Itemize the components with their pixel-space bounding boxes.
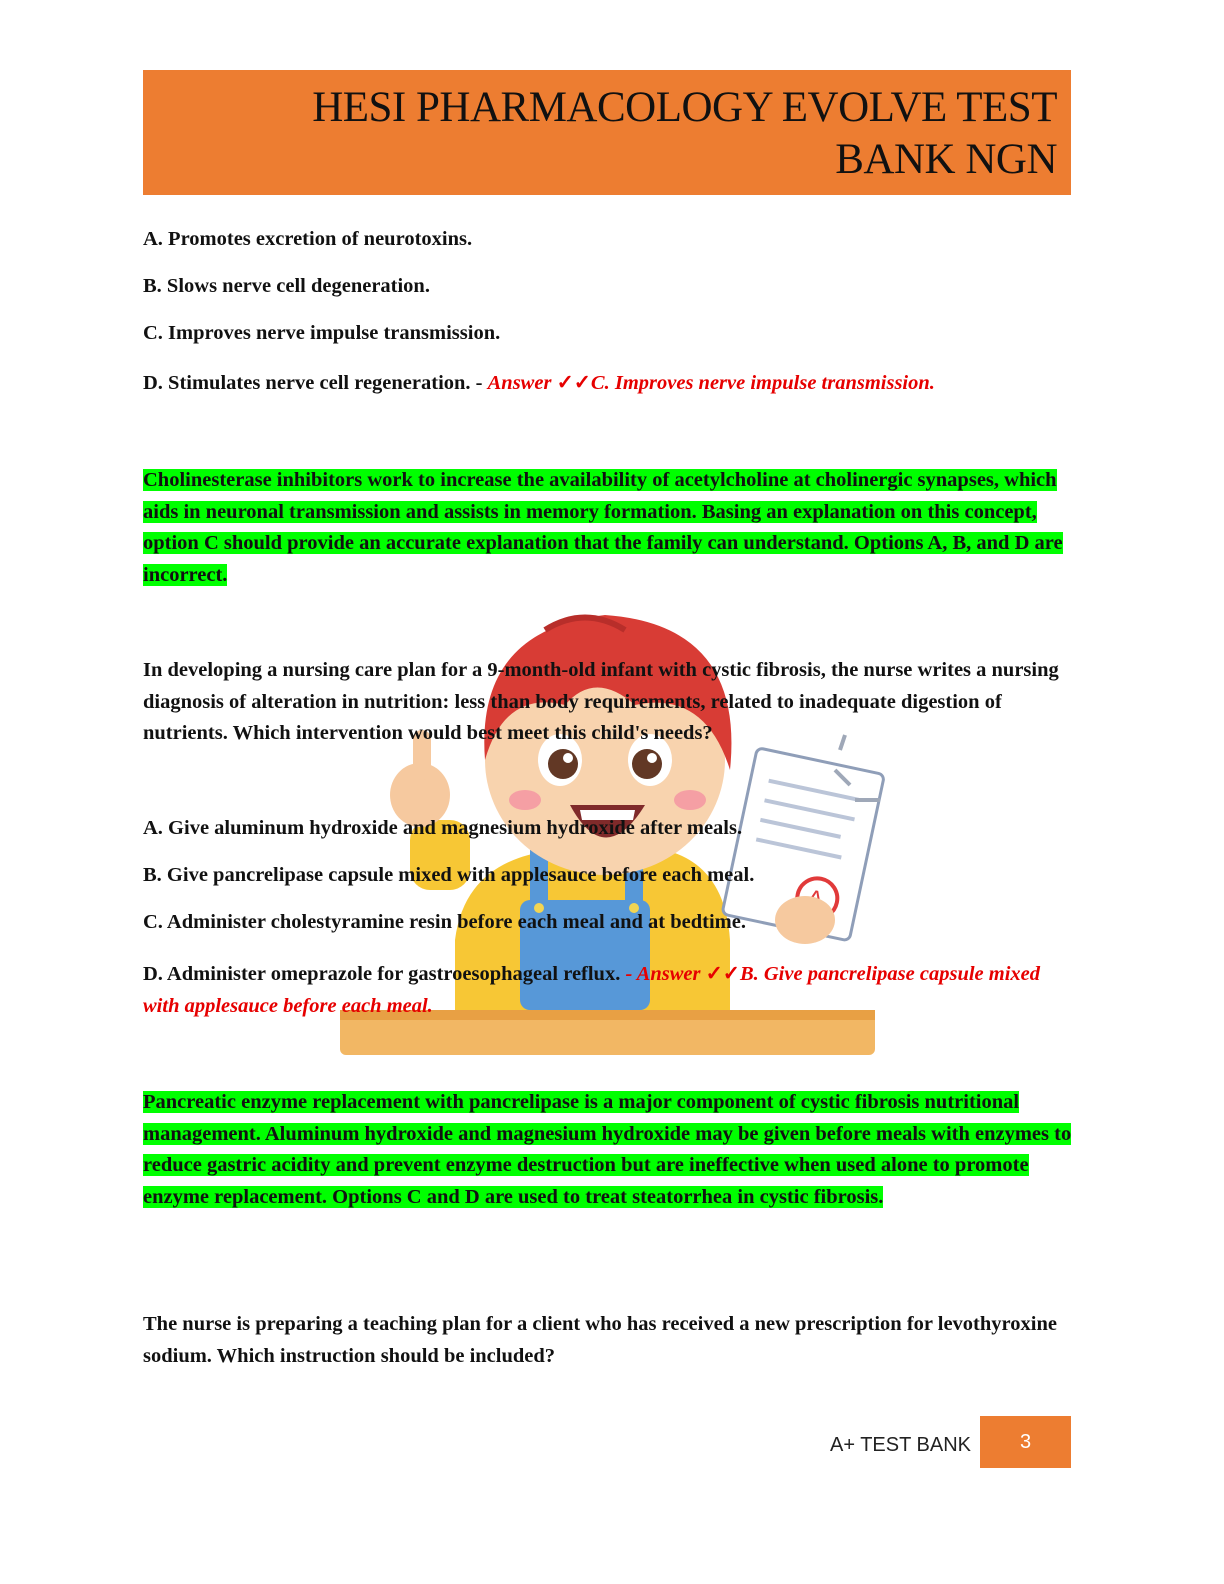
q1-option-d <box>143 368 1073 400</box>
q2-option-a: A. Give aluminum hydroxide and magnesium hydroxide after meals. <box>143 817 743 839</box>
q2-option-d <box>143 959 1073 1022</box>
q1-option-b: B. Slows nerve cell degeneration. <box>143 275 430 297</box>
q2-answer-prefix: - Answer <box>625 963 706 985</box>
page-title-line-2: BANK NGN <box>835 136 1057 183</box>
q1-option-d-text: D. Stimulates nerve cell regeneration. - <box>143 372 488 394</box>
q1-rationale-text: Cholinesterase inhibitors work to increase the availability of acetylcholine at cholinergic synapses, which aids in neuronal transmission and assists in memory formation. Basing an explanation on this concept, option C should provide an accurate explanation that the family can understand. Options A, B, and D are incorrect. <box>143 469 1063 586</box>
footer-label: A+ TEST BANK <box>830 1434 971 1456</box>
check-mark-icon: ✓✓ <box>556 372 591 394</box>
check-mark-icon: ✓✓ <box>705 963 740 985</box>
q1-rationale <box>143 465 1073 591</box>
q1-option-a: A. Promotes excretion of neurotoxins. <box>143 228 473 250</box>
q1-answer <box>488 372 935 394</box>
q2-option-d-text: D. Administer omeprazole for gastroesophageal reflux. <box>143 963 626 985</box>
q1-answer-prefix: Answer <box>487 372 557 394</box>
page-title-line-1: HESI PHARMACOLOGY EVOLVE TEST <box>312 84 1057 131</box>
q3-stem: The nurse is preparing a teaching plan for a client who has received a new prescription for levothyroxine sodium. Which instruction should be included? <box>143 1313 1057 1367</box>
q2-option-b: B. Give pancrelipase capsule mixed with applesauce before each meal. <box>143 864 755 886</box>
q2-rationale <box>143 1087 1073 1213</box>
q2-option-c: C. Administer cholestyramine resin before each meal and at bedtime. <box>143 911 746 933</box>
page-number: 3 <box>980 1416 1071 1468</box>
q1-option-c: C. Improves nerve impulse transmission. <box>143 322 501 344</box>
header-banner <box>143 70 1071 195</box>
q2-rationale-text: Pancreatic enzyme replacement with pancrelipase is a major component of cystic fibrosis nutritional management. Aluminum hydroxide and magnesium hydroxide may be given before meals with enzymes to reduce gastric acidity and prevent enzyme destruction but are ineffective when used alone to promote enzyme replacement. Options C and D are used to treat steatorrhea in cystic fibrosis. <box>143 1091 1072 1208</box>
q2-stem: In developing a nursing care plan for a 9-month-old infant with cystic fibrosis, the nurse writes a nursing diagnosis of alteration in nutrition: less than body requirements, related to inadequate digestion of nutrients. Which intervention would best meet this child's needs? <box>143 659 1059 744</box>
q1-answer-text: C. Improves nerve impulse transmission. <box>590 372 935 394</box>
q2-answer-text: B. Give pancrelipase capsule mixed with applesauce before each meal. <box>143 963 1041 1017</box>
